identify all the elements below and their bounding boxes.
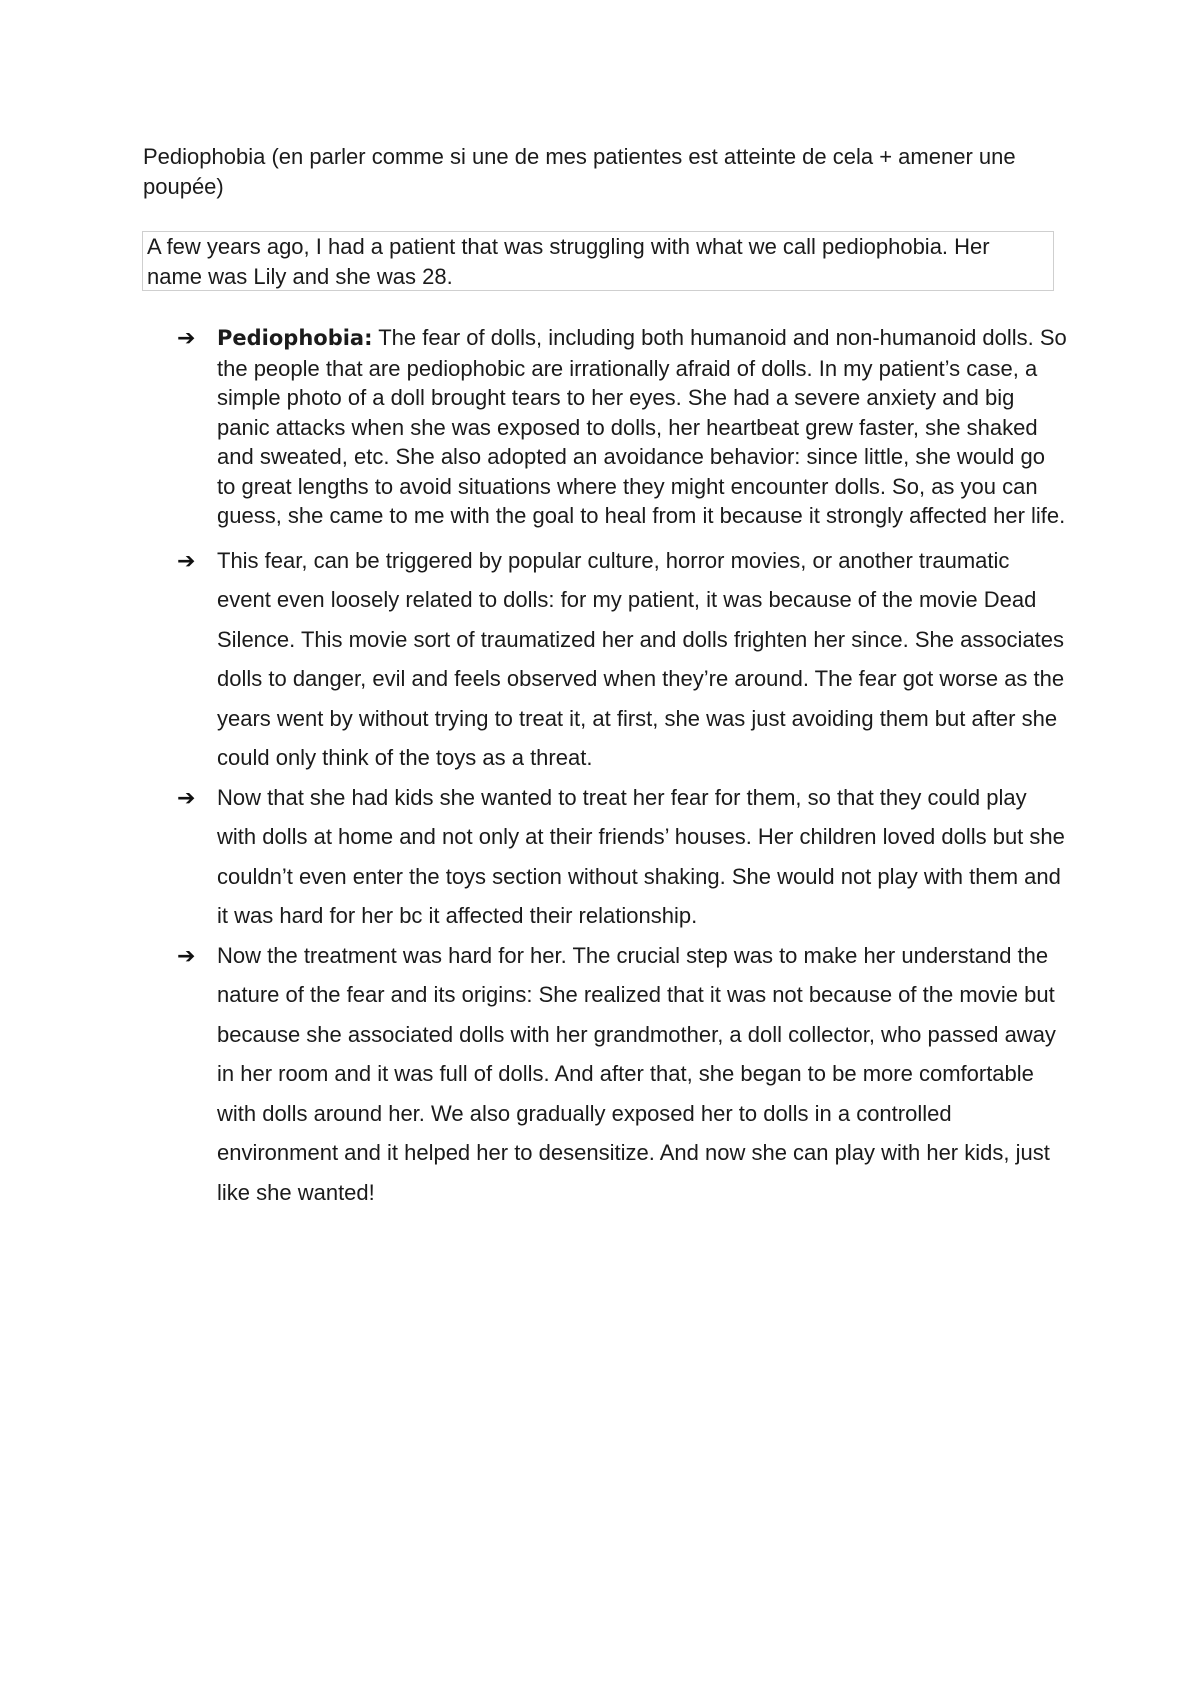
list-item xyxy=(177,323,1067,531)
arrow-right-icon: ➔ xyxy=(177,325,196,350)
list-item-text xyxy=(217,323,1067,531)
term-pediophobia: Pediophobia: xyxy=(217,326,373,350)
intro-text-box[interactable] xyxy=(142,231,1054,291)
bullet-definition: The fear of dolls, including both humanoid and non-humanoid dolls. So the people that are pediophobic are irrationally afraid of dolls. In my patient’s case, a simple photo of a doll brought tears to her eyes. She had a severe anxiety and big panic attacks when she was exposed to dolls, her heartbeat grew faster, she shaked and sweated, etc. She also adopted an avoidance behavior: since little, she would go to great lengths to avoid situations where they might encounter dolls. So, as you can guess, she came to me with the goal to heal from it because it strongly affected her life. xyxy=(217,325,1067,528)
document-title: Pediophobia (en parler comme si une de mes patientes est atteinte de cela + amener une poupée) xyxy=(143,144,1016,199)
list-item-text: Now that she had kids she wanted to treat her fear for them, so that they could play with dolls at home and not only at their friends’ houses. Her children loved dolls but she couldn’t even enter the toys section without shaking. She would not play with them and it was hard for her bc it affected their relationship. xyxy=(217,784,1065,928)
arrow-right-icon: ➔ xyxy=(177,942,196,968)
list-item-text: Now the treatment was hard for her. The crucial step was to make her understand the nature of the fear and its origins: She realized that it was not because of the movie but because she associated dolls with her grandmother, a doll collector, who passed away in her room and it was full of dolls. And after that, she began to be more comfortable with dolls around her. We also gradually exposed her to dolls in a controlled environment and it helped her to desensitize. And now she can play with her kids, just like she wanted! xyxy=(217,942,1056,1205)
intro-text: A few years ago, I had a patient that was struggling with what we call pediophobia. Her name was Lily and she was 28. xyxy=(147,234,990,289)
arrow-right-icon: ➔ xyxy=(177,784,196,810)
list-item-text: This fear, can be triggered by popular culture, horror movies, or another traumatic event even loosely related to dolls: for my patient, it was because of the movie Dead Silence. This movie sort of traumatized her and dolls frighten her since. She associates dolls to danger, evil and feels observed when they’re around. The fear got worse as the years went by without trying to treat it, at first, she was just avoiding them but after she could only think of the toys as a threat. xyxy=(217,547,1065,770)
arrow-right-icon: ➔ xyxy=(177,547,196,573)
list-item xyxy=(177,541,1067,778)
list-item xyxy=(177,778,1067,936)
bullet-list xyxy=(177,323,1067,1212)
list-item xyxy=(177,936,1067,1213)
